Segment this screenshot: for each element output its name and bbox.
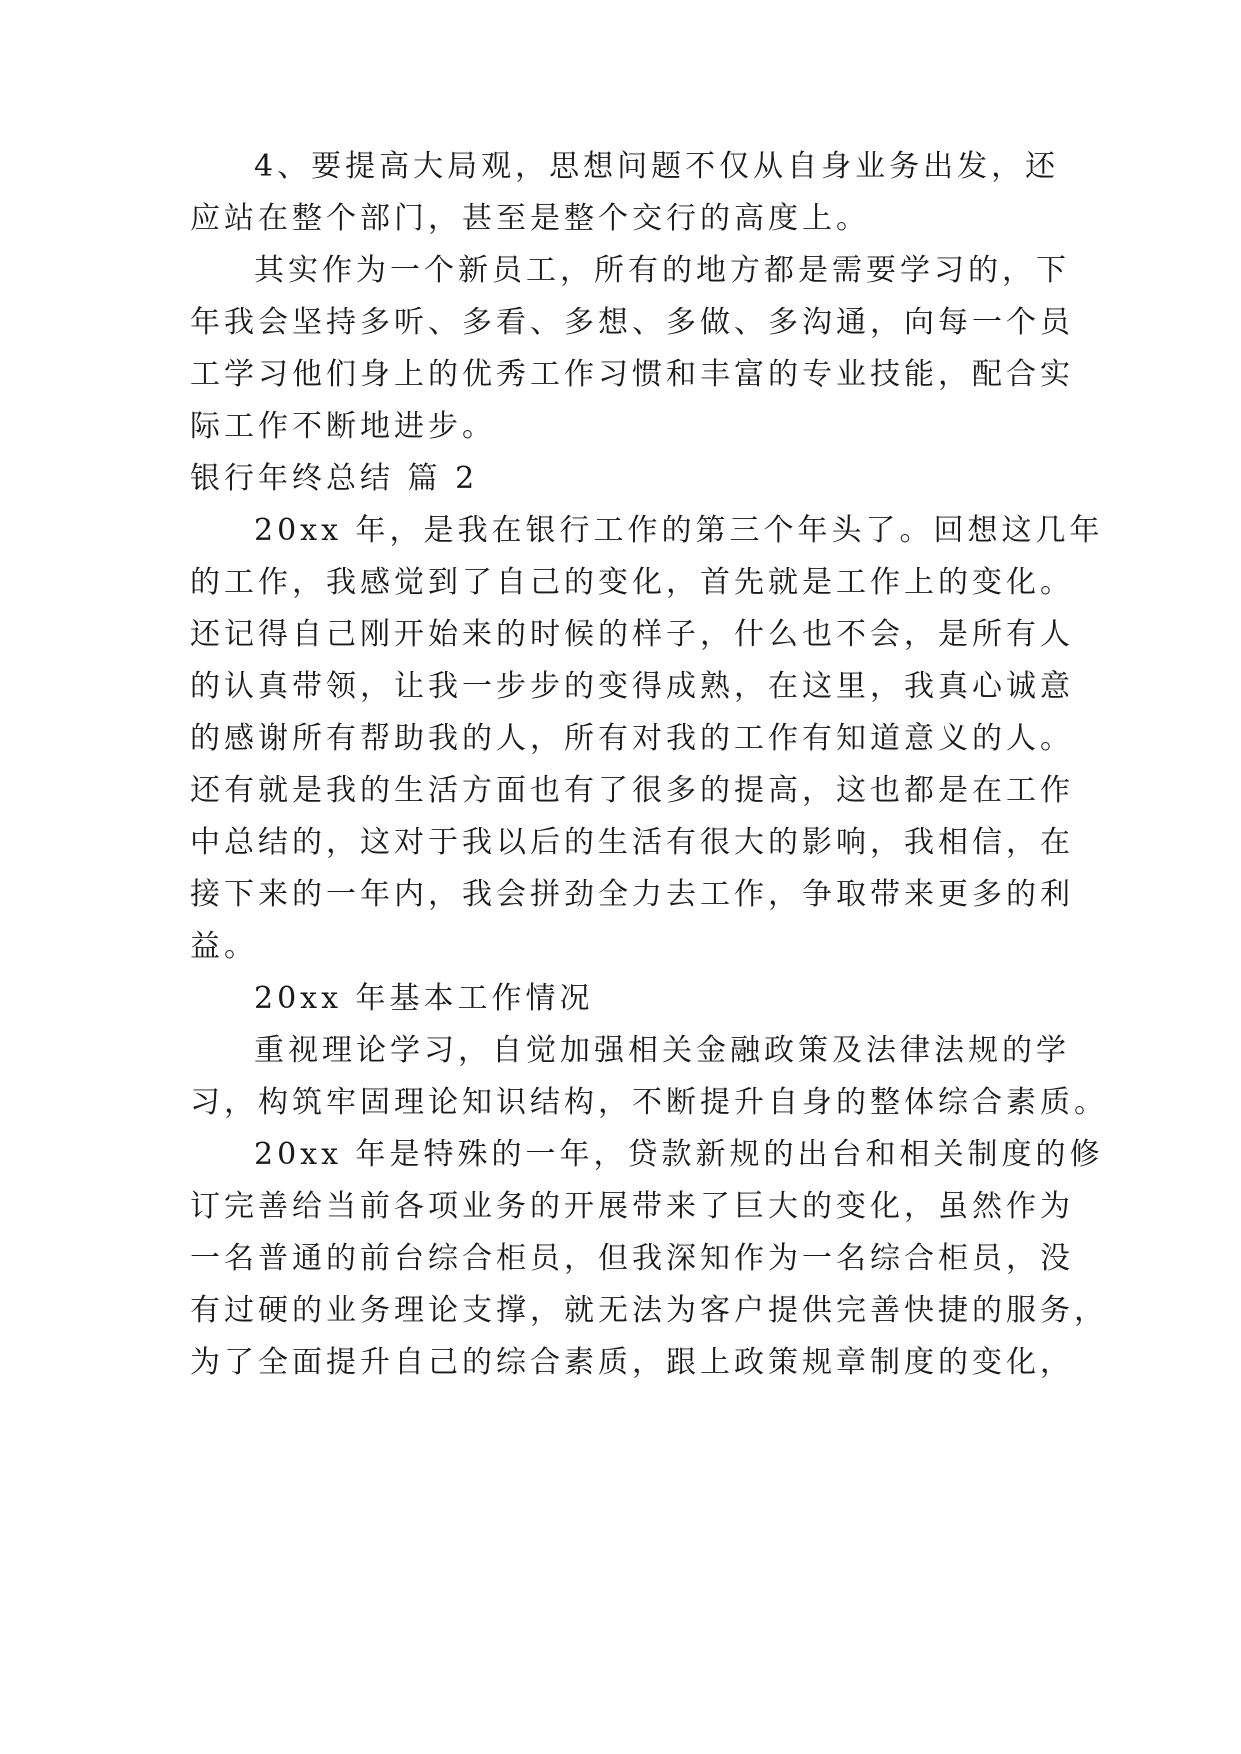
paragraph-line: 益。	[190, 929, 258, 964]
paragraph-line: 工学习他们身上的优秀工作习惯和丰富的专业技能，配合实	[190, 357, 1074, 392]
paragraph-line: 习，构筑牢固理论知识结构，不断提升自身的整体综合素质。	[190, 1085, 1108, 1120]
paragraph-line: 的感谢所有帮助我的人，所有对我的工作有知道意义的人。	[190, 721, 1074, 756]
paragraph-line: 中总结的，这对于我以后的生活有很大的影响，我相信，在	[190, 825, 1074, 860]
paragraph-line: 际工作不断地进步。	[190, 409, 496, 444]
section-heading: 银行年终总结 篇 2	[190, 461, 479, 496]
paragraph-line: 为了全面提升自己的综合素质，跟上政策规章制度的变化，	[190, 1345, 1074, 1380]
paragraph-line: 4、要提高大局观，思想问题不仅从自身业务出发，还	[254, 149, 1060, 184]
paragraph-line: 20xx 年，是我在银行工作的第三个年头了。回想这几年	[254, 513, 1104, 548]
paragraph-line: 重视理论学习，自觉加强相关金融政策及法律法规的学	[254, 1033, 1070, 1068]
subsection-heading: 20xx 年基本工作情况	[254, 981, 594, 1016]
paragraph-line: 一名普通的前台综合柜员，但我深知作为一名综合柜员，没	[190, 1241, 1074, 1276]
paragraph-line: 还有就是我的生活方面也有了很多的提高，这也都是在工作	[190, 773, 1074, 808]
paragraph-line: 其实作为一个新员工，所有的地方都是需要学习的，下	[254, 253, 1070, 288]
paragraph-line: 年我会坚持多听、多看、多想、多做、多沟通，向每一个员	[190, 305, 1074, 340]
paragraph-line: 接下来的一年内，我会拼劲全力去工作，争取带来更多的利	[190, 877, 1074, 912]
paragraph-line: 的认真带领，让我一步步的变得成熟，在这里，我真心诚意	[190, 669, 1074, 704]
paragraph-line: 的工作，我感觉到了自己的变化，首先就是工作上的变化。	[190, 565, 1074, 600]
paragraph-line: 有过硬的业务理论支撑，就无法为客户提供完善快捷的服务，	[190, 1293, 1108, 1328]
paragraph-line: 订完善给当前各项业务的开展带来了巨大的变化，虽然作为	[190, 1189, 1074, 1224]
paragraph-line: 还记得自己刚开始来的时候的样子，什么也不会，是所有人	[190, 617, 1074, 652]
paragraph-line: 20xx 年是特殊的一年，贷款新规的出台和相关制度的修	[254, 1137, 1104, 1172]
paragraph-line: 应站在整个部门，甚至是整个交行的高度上。	[190, 201, 870, 236]
